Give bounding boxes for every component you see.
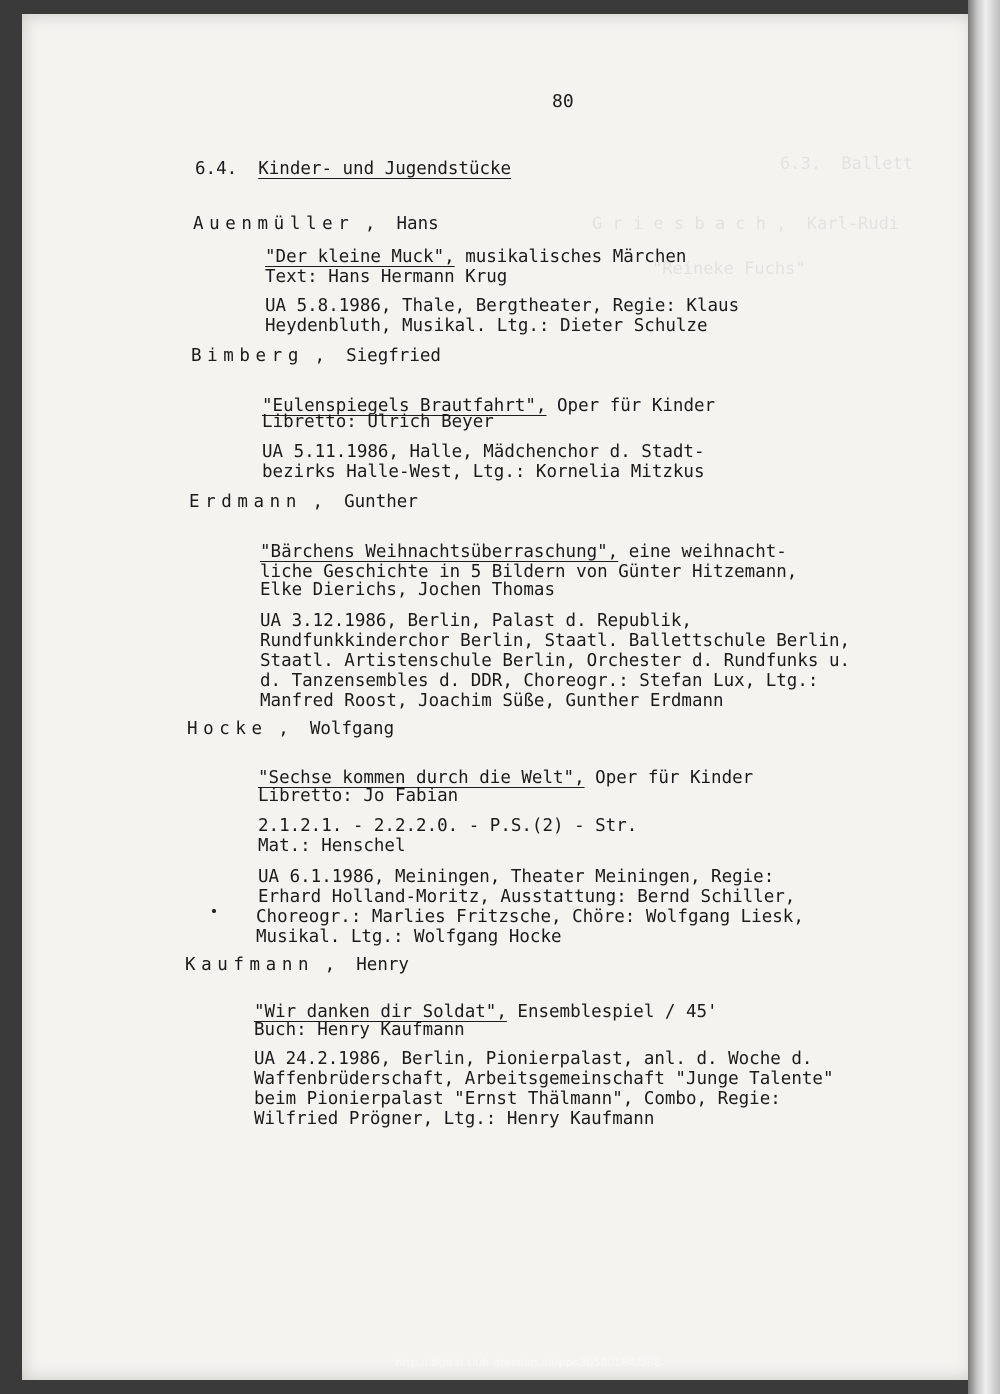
work-title: "Der kleine Muck",	[265, 247, 455, 267]
section-title: Kinder- und Jugendstücke	[258, 159, 512, 179]
work-title: "Wir danken dir Soldat",	[254, 1002, 507, 1022]
composer-surname: Hocke	[187, 719, 268, 739]
composer-given-name: Gunther	[344, 492, 418, 512]
composer-surname: Erdmann	[189, 492, 302, 512]
premiere-line: Erhard Holland-Moritz, Ausstattung: Bernd Schiller,	[258, 887, 796, 907]
premiere-line: Rundfunkkinderchor Berlin, Staatl. Ballettschule Berlin,	[260, 631, 851, 651]
work-title: "Bärchens Weihnachtsüberraschung",	[260, 542, 619, 562]
credit-line: Buch: Henry Kaufmann	[254, 1020, 465, 1040]
premiere-line: beim Pionierpalast "Ernst Thälmann", Combo, Regie:	[254, 1089, 781, 1109]
book-spine	[968, 0, 1000, 1394]
composer-heading	[189, 492, 418, 512]
bleed-through-text: 6.3. Ballett	[780, 154, 914, 174]
section-number: 6.4.	[195, 159, 238, 179]
scoring-line: 2.1.2.1. - 2.2.2.0. - P.S.(2) - Str.	[258, 816, 638, 836]
work-line	[265, 247, 686, 267]
credit-line: Libretto: Jo Fabian	[258, 786, 459, 806]
work-description: musikalisches Märchen	[454, 247, 687, 267]
credit-line: Libretto: Ulrich Beyer	[262, 412, 494, 432]
composer-given-name: Henry	[356, 955, 409, 975]
bleed-through-text: "Reineke Fuchs"	[652, 259, 806, 279]
premiere-line: Heydenbluth, Musikal. Ltg.: Dieter Schulze	[265, 316, 708, 336]
composer-given-name: Wolfgang	[309, 719, 395, 739]
scoring-line: Mat.: Henschel	[258, 836, 406, 856]
ink-dot	[212, 909, 216, 913]
composer-surname: Auenmüller	[193, 214, 355, 234]
premiere-line: UA 24.2.1986, Berlin, Pionierpalast, anl. d. Woche d.	[254, 1049, 813, 1069]
separator: ,	[354, 214, 397, 234]
credit-line: Elke Dierichs, Jochen Thomas	[260, 580, 556, 600]
premiere-line: UA 6.1.1986, Meiningen, Theater Meiningen, Regie:	[258, 867, 775, 887]
work-title: "Sechse kommen durch die Welt",	[258, 768, 585, 788]
premiere-line: UA 5.11.1986, Halle, Mädchenchor d. Stadt-	[262, 442, 705, 462]
scanned-page	[22, 14, 974, 1380]
work-line	[260, 542, 787, 562]
premiere-line: Choreogr.: Marlies Fritzsche, Chöre: Wolfgang Liesk,	[256, 907, 804, 927]
separator: ,	[301, 492, 345, 512]
work-title: "Eulenspiegels Brautfahrt",	[262, 396, 547, 416]
work-description: Ensemblespiel / 45'	[506, 1002, 718, 1022]
credit-line: liche Geschichte in 5 Bildern von Günter Hitzemann,	[260, 562, 798, 582]
credit-line: Text: Hans Hermann Krug	[265, 267, 508, 287]
page-number: 80	[552, 91, 574, 112]
premiere-line: bezirks Halle-West, Ltg.: Kornelia Mitzkus	[262, 462, 705, 482]
work-description: eine weihnacht-	[618, 542, 787, 562]
premiere-line: UA 3.12.1986, Berlin, Palast d. Republik,	[260, 611, 692, 631]
premiere-line: Manfred Roost, Joachim Süße, Gunther Erdmann	[260, 691, 724, 711]
composer-given-name: Hans	[396, 214, 439, 234]
composer-heading	[191, 346, 441, 366]
separator: ,	[314, 955, 357, 975]
bleed-through-text: G r i e s b a c h , Karl-Rudi	[592, 214, 900, 234]
section-heading	[195, 159, 511, 179]
composer-heading	[193, 214, 439, 234]
premiere-line: Waffenbrüderschaft, Arbeitsgemeinschaft "Junge Talente"	[254, 1069, 834, 1089]
composer-surname: Kaufmann	[185, 955, 315, 975]
premiere-line: UA 5.8.1986, Thale, Bergtheater, Regie: Klaus	[265, 296, 740, 316]
premiere-line: Musikal. Ltg.: Wolfgang Hocke	[256, 927, 562, 947]
premiere-line: Staatl. Artistenschule Berlin, Orchester d. Rundfunks u.	[260, 651, 851, 671]
composer-heading	[185, 955, 409, 975]
work-description: Oper für Kinder	[546, 396, 716, 416]
separator: ,	[303, 346, 347, 366]
source-url: http://digital.slub-dresden.de/ppn30580164Z/88	[395, 1356, 661, 1369]
separator: ,	[267, 719, 310, 739]
composer-given-name: Siegfried	[346, 346, 441, 366]
composer-surname: Bimberg	[191, 346, 304, 366]
work-line	[254, 1002, 718, 1022]
premiere-line: Wilfried Prögner, Ltg.: Henry Kaufmann	[254, 1109, 655, 1129]
work-description: Oper für Kinder	[584, 768, 754, 788]
work-line	[258, 768, 753, 788]
composer-heading	[187, 719, 394, 739]
premiere-line: d. Tanzensembles d. DDR, Choreogr.: Stefan Lux, Ltg.:	[260, 671, 819, 691]
